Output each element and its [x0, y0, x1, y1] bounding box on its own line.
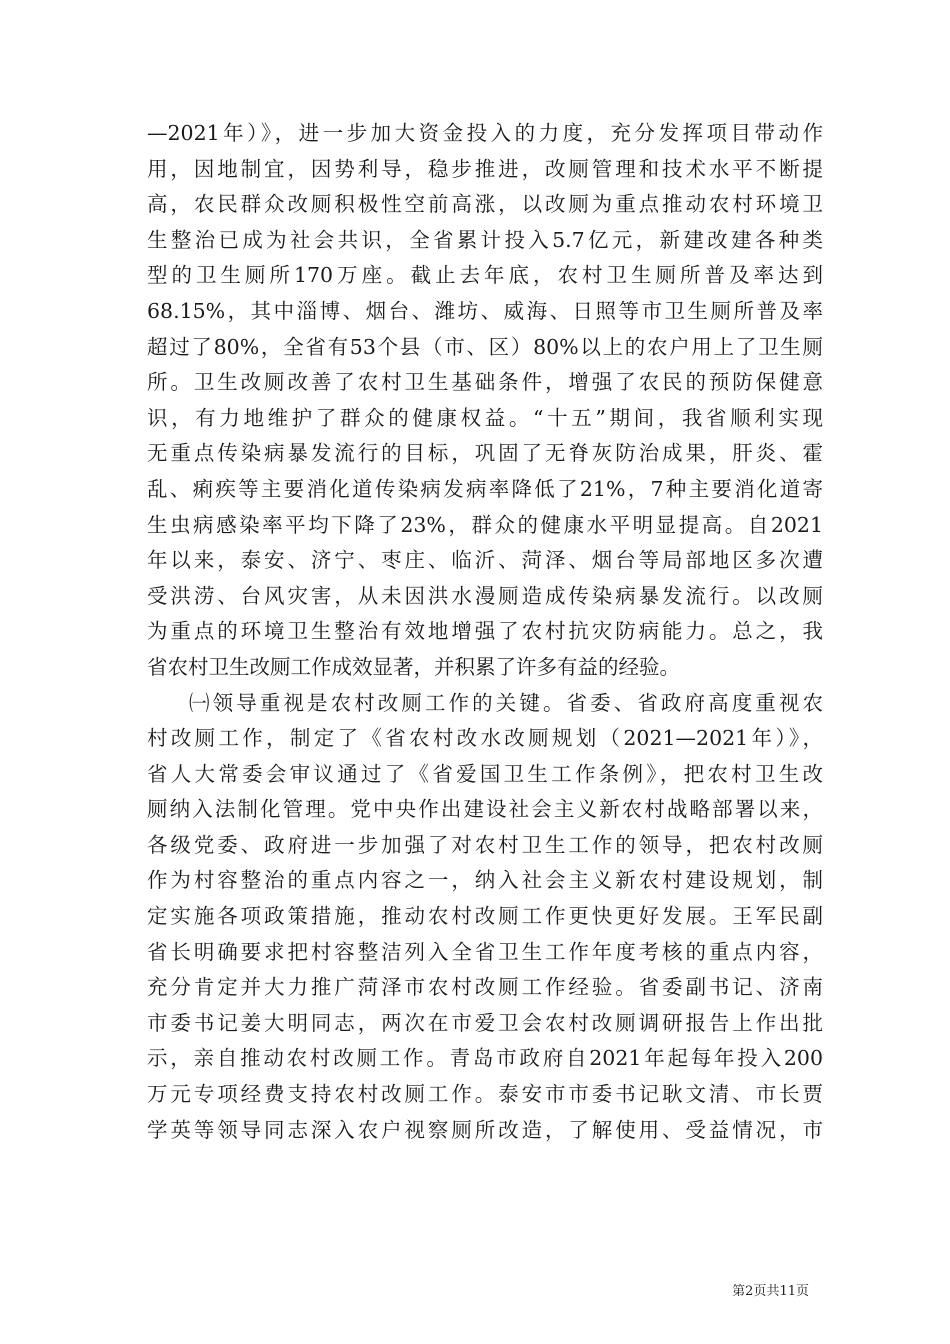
text-line: 所。卫生改厕改善了农村卫生基础条件，增强了农民的预防保健意 [147, 370, 823, 395]
text-line: 用，因地制宜，因势利导，稳步推进，改厕管理和技术水平不断提 [147, 156, 823, 181]
text-line: 生虫病感染率平均下降了23%，群众的健康水平明显提高。自2021 [147, 512, 823, 537]
text-line: 68.15%，其中淄博、烟台、潍坊、威海、日照等市卫生厕所普及率 [147, 298, 823, 323]
text-line: 省农村卫生改厕工作成效显著，并积累了许多有益的经验。 [147, 654, 680, 679]
text-line: ㈠领导重视是农村改厕工作的关键。省委、省政府高度重视农 [189, 690, 823, 715]
text-line: 型的卫生厕所170万座。截止去年底，农村卫生厕所普及率达到 [147, 263, 823, 288]
paragraph-2 [147, 686, 823, 1149]
text-line: 充分肯定并大力推广菏泽市农村改厕工作经验。省委副书记、济南 [147, 975, 823, 1000]
text-line: 定实施各项政策措施，推动农村改厕工作更快更好发展。王军民副 [147, 904, 823, 929]
text-line: 省人大常委会审议通过了《省爱国卫生工作条例》，把农村卫生改 [147, 761, 823, 786]
document-body [147, 116, 823, 1148]
text-line: 示，亲自推动农村改厕工作。青岛市政府自2021年起每年投入200 [147, 1046, 823, 1071]
text-line: 年以来，泰安、济宁、枣庄、临沂、菏泽、烟台等局部地区多次遭 [147, 548, 823, 573]
text-line: 厕纳入法制化管理。党中央作出建设社会主义新农村战略部署以来， [147, 797, 823, 822]
paragraph-1 [147, 116, 823, 686]
text-line: 市委书记姜大明同志，两次在市爱卫会农村改厕调研报告上作出批 [147, 1010, 823, 1035]
text-line: 超过了80%，全省有53个县（市、区）80%以上的农户用上了卫生厕 [147, 334, 823, 359]
text-line: 村改厕工作，制定了《省农村改水改厕规划（2021—2021年）》， [147, 726, 823, 751]
text-line: 作为村容整治的重点内容之一，纳入社会主义新农村建设规划，制 [147, 868, 823, 893]
text-line: 生整治已成为社会共识，全省累计投入5.7亿元，新建改建各种类 [147, 227, 823, 252]
text-line: —2021年）》，进一步加大资金投入的力度，充分发挥项目带动作 [147, 121, 823, 145]
page-number: 第2页共11页 [732, 1284, 809, 1299]
text-line: 为重点的环境卫生整治有效地增强了农村抗灾防病能力。总之，我 [147, 619, 823, 644]
text-line: 万元专项经费支持农村改厕工作。泰安市市委书记耿文清、市长贾 [147, 1082, 823, 1107]
text-line: 省长明确要求把村容整洁列入全省卫生工作年度考核的重点内容， [147, 939, 823, 964]
text-line: 受洪涝、台风灾害，从未因洪水漫厕造成传染病暴发流行。以改厕 [147, 583, 823, 608]
text-line: 各级党委、政府进一步加强了对农村卫生工作的领导，把农村改厕 [147, 832, 823, 857]
text-line: 乱、痢疾等主要消化道传染病发病率降低了21%，7种主要消化道寄 [147, 476, 823, 501]
text-line: 高，农民群众改厕积极性空前高涨，以改厕为重点推动农村环境卫 [147, 192, 823, 217]
text-line: 识，有力地维护了群众的健康权益。“十五”期间，我省顺利实现 [147, 405, 823, 430]
text-line: 无重点传染病暴发流行的目标，巩固了无脊灰防治成果，肝炎、霍 [147, 441, 823, 466]
text-line: 学英等领导同志深入农户视察厕所改造，了解使用、受益情况，市 [147, 1117, 823, 1142]
